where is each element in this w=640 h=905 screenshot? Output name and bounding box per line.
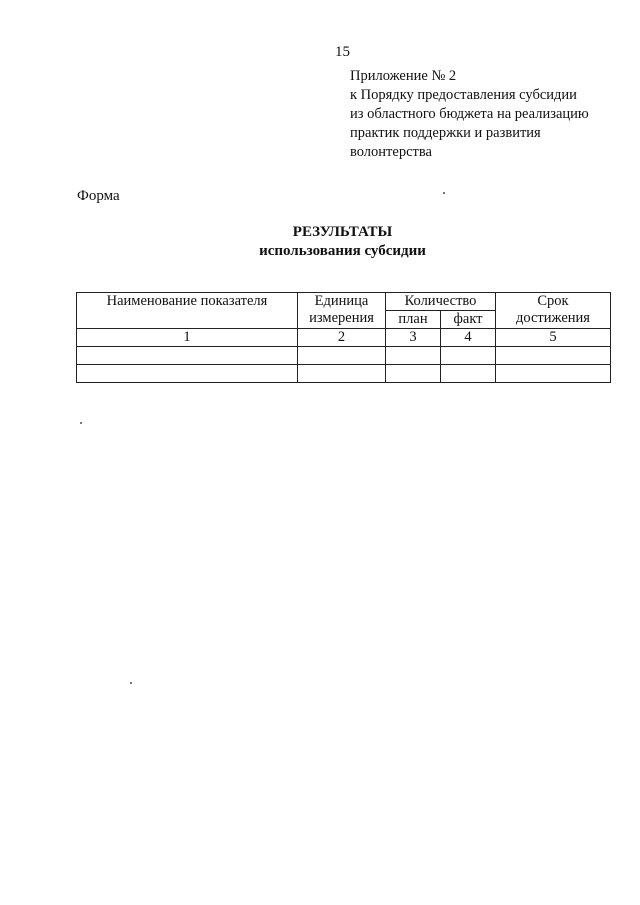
appendix-line: к Порядку предоставления субсидии bbox=[350, 87, 577, 103]
header-plan: план bbox=[386, 311, 441, 329]
scan-speck bbox=[130, 682, 132, 684]
header-deadline-line2: достижения bbox=[516, 310, 590, 326]
scan-speck bbox=[443, 192, 445, 194]
table-row bbox=[77, 347, 611, 365]
title-sub: использования субсидии bbox=[259, 243, 426, 259]
table-cell bbox=[441, 347, 496, 365]
header-unit-line2: измерения bbox=[309, 310, 374, 326]
table-cell bbox=[496, 347, 611, 365]
appendix-line: из областного бюджета на реализацию bbox=[350, 106, 589, 122]
header-deadline bbox=[496, 293, 611, 329]
document-title bbox=[0, 223, 640, 261]
column-number: 4 bbox=[441, 329, 496, 347]
table-cell bbox=[441, 365, 496, 383]
appendix-line: Приложение № 2 bbox=[350, 68, 457, 84]
header-unit bbox=[298, 293, 386, 329]
header-indicator-name: Наименование показателя bbox=[77, 293, 298, 329]
title-main: РЕЗУЛЬТАТЫ bbox=[292, 224, 393, 240]
appendix-note bbox=[350, 67, 589, 162]
table-cell bbox=[386, 347, 441, 365]
table-cell bbox=[298, 365, 386, 383]
table-cell bbox=[298, 347, 386, 365]
column-number: 5 bbox=[496, 329, 611, 347]
scan-speck bbox=[80, 422, 82, 424]
table-row bbox=[77, 365, 611, 383]
column-number: 2 bbox=[298, 329, 386, 347]
form-label: Форма bbox=[77, 188, 120, 204]
column-number-row bbox=[77, 329, 611, 347]
header-fact: факт bbox=[441, 311, 496, 329]
header-deadline-line1: Срок bbox=[537, 293, 569, 309]
column-number: 3 bbox=[386, 329, 441, 347]
header-quantity: Количество bbox=[386, 293, 496, 311]
table-cell bbox=[77, 365, 298, 383]
table-cell bbox=[386, 365, 441, 383]
results-table bbox=[76, 292, 611, 383]
column-number: 1 bbox=[77, 329, 298, 347]
appendix-line: практик поддержки и развития bbox=[350, 125, 541, 141]
appendix-line: волонтерства bbox=[350, 144, 432, 160]
table-cell bbox=[77, 347, 298, 365]
header-unit-line1: Единица bbox=[314, 293, 369, 309]
page-number: 15 bbox=[335, 44, 350, 60]
table-cell bbox=[496, 365, 611, 383]
